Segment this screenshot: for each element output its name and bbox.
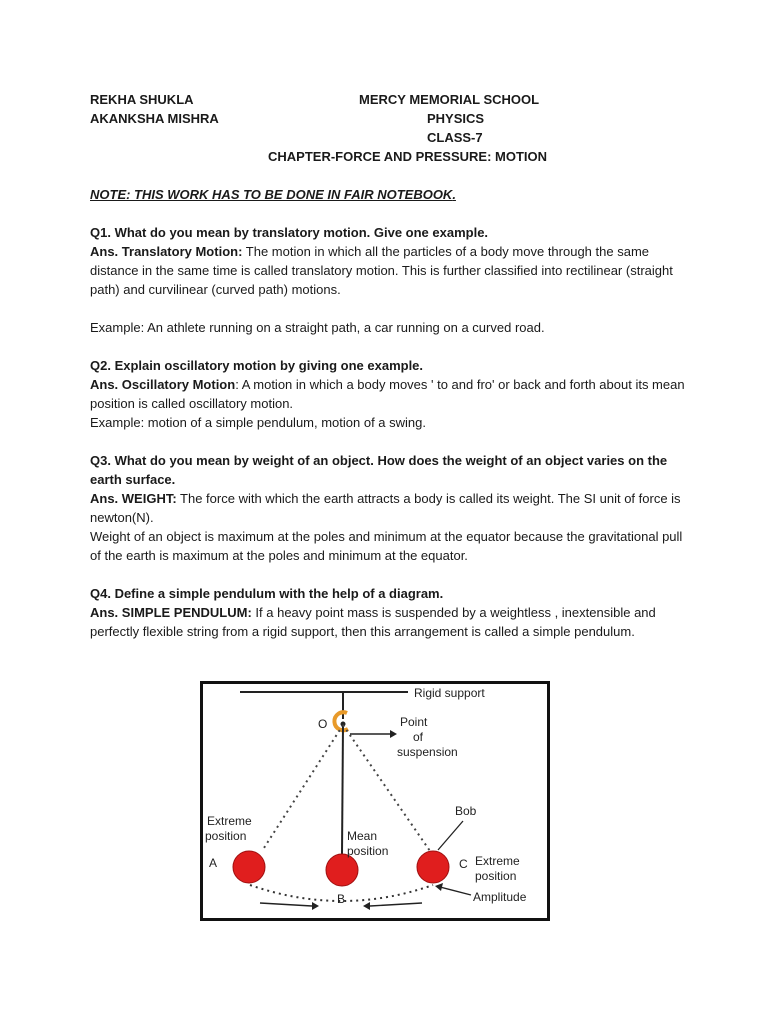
question-4: Q4. Define a simple pendulum with the help of a diagram. (90, 586, 444, 601)
amplitude-label: Amplitude (473, 890, 527, 904)
c-label: C (459, 857, 468, 871)
answer-1-label: Ans. Translatory Motion: (90, 244, 243, 259)
school-name: MERCY MEMORIAL SCHOOL (359, 92, 540, 107)
extreme-right-label-1: Extreme (475, 854, 520, 868)
note: NOTE: THIS WORK HAS TO BE DONE IN FAIR NOTEBOOK. (90, 187, 456, 202)
answer-3 (90, 489, 690, 527)
author-1: REKHA SHUKLA (90, 92, 194, 107)
bob-mean (326, 854, 358, 886)
b-label: B (337, 892, 346, 906)
header-row-2 (90, 109, 690, 128)
note-text: NOTE: THIS WORK HAS TO BE DONE IN FAIR NOTEBOOK (90, 187, 453, 202)
answer-2-text: : A motion in which a body moves ' to and fro' or back and forth about its mean position is called oscillatory motion. (90, 377, 685, 411)
extreme-left-label-2: position (205, 829, 247, 843)
answer-4-label: Ans. SIMPLE PENDULUM: (90, 605, 252, 620)
point-label-3: suspension (397, 745, 458, 759)
answer-4 (90, 603, 690, 641)
example-2: Example: motion of a simple pendulum, motion of a swing. (90, 415, 427, 430)
o-label: O (318, 717, 328, 731)
header-row-3 (90, 128, 690, 147)
answer-3-text: The force with which the earth attracts a body is called its weight. The SI unit of force is newton(N). (90, 491, 681, 525)
chapter-title: CHAPTER-FORCE AND PRESSURE: MOTION (268, 149, 548, 164)
question-1: Q1. What do you mean by translatory motion. Give one example. (90, 225, 489, 240)
pendulum-diagram (200, 681, 550, 921)
string-mean (342, 725, 343, 854)
bob-left (233, 851, 265, 883)
bob-right (417, 851, 449, 883)
header-row-1 (90, 90, 690, 109)
mean-label-2: position (347, 844, 389, 858)
answer-2-label: Ans. Oscillatory Motion (90, 377, 236, 392)
rigid-support-label: Rigid support (414, 686, 485, 700)
example-1: Example: An athlete running on a straight path, a car running on a curved road. (90, 320, 545, 335)
answer-3-label: Ans. WEIGHT: (90, 491, 177, 506)
extreme-left-label-1: Extreme (207, 814, 252, 828)
answer-1 (90, 242, 690, 299)
answer-4-text: If a heavy point mass is suspended by a weightless , inextensible and perfectly flexible string from a rigid support, then this arrangement is called a simple pendulum. (90, 605, 656, 639)
answer-2 (90, 375, 690, 413)
question-3: Q3. What do you mean by weight of an object. How does the weight of an object varies on the earth surface. (90, 453, 668, 487)
question-2: Q2. Explain oscillatory motion by giving one example. (90, 358, 424, 373)
extreme-right-label-2: position (475, 869, 517, 883)
mean-label-1: Mean (347, 829, 378, 843)
a-label: A (209, 856, 218, 870)
class-label: CLASS-7 (427, 130, 483, 145)
bob-label: Bob (455, 804, 477, 818)
answer-3-extra: Weight of an object is maximum at the poles and minimum at the equator because the gravitational pull of the earth is maximum at the poles and minimum at the equator. (90, 529, 683, 563)
point-label-1: Point (400, 715, 428, 729)
header-row-4 (90, 147, 690, 166)
author-2: AKANKSHA MISHRA (90, 111, 219, 126)
diagram-border (202, 683, 549, 920)
document-page (90, 90, 690, 641)
subject: PHYSICS (427, 111, 485, 126)
answer-1-text: The motion in which all the particles of a body move through the same distance in the same time is called translatory motion. This is further classified into rectilinear (straight path) and curvilinear (curved path) motions. (90, 244, 673, 297)
point-label-2: of (413, 730, 424, 744)
